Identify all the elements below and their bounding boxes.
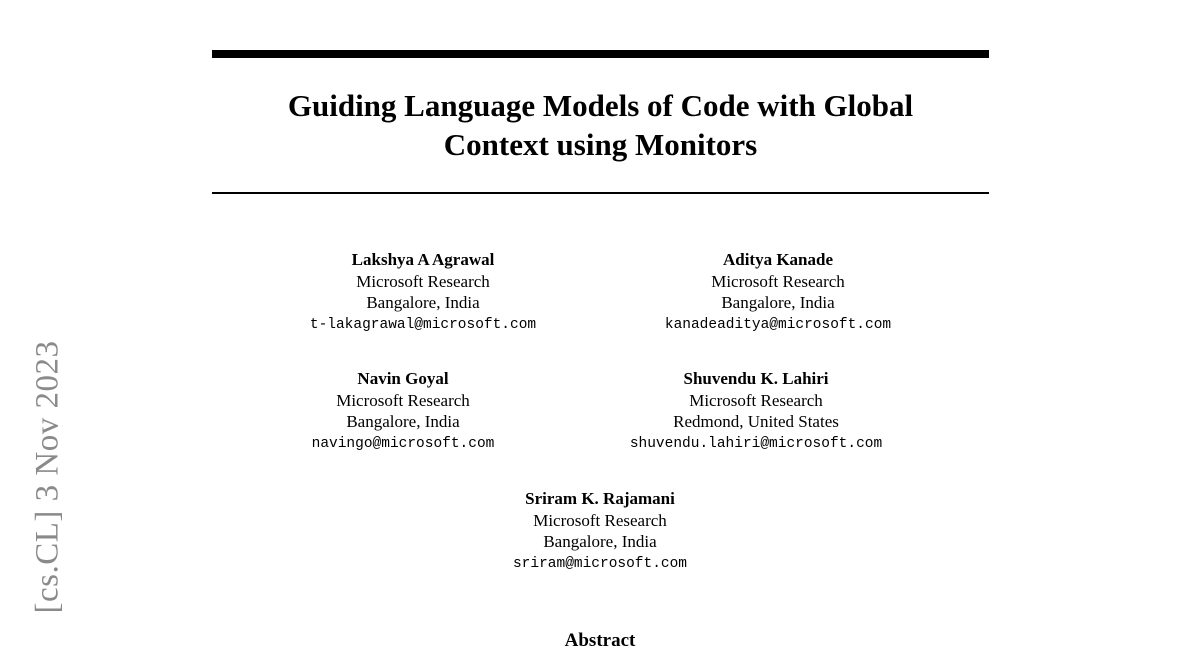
author-affiliation: Microsoft Research bbox=[689, 390, 823, 410]
arxiv-stamp: [cs.CL] 3 Nov 2023 bbox=[29, 340, 66, 614]
paper-title-line-1: Guiding Language Models of Code with Global bbox=[287, 88, 914, 123]
author-affiliation: Microsoft Research bbox=[356, 271, 490, 291]
author-affiliation: Microsoft Research bbox=[336, 390, 470, 410]
author-affiliation: Microsoft Research bbox=[533, 510, 667, 530]
author-name: Sriram K. Rajamani bbox=[525, 489, 675, 508]
author-email: sriram@microsoft.com bbox=[512, 555, 688, 572]
author-location: Bangalore, India bbox=[721, 293, 835, 312]
author-block bbox=[440, 488, 760, 576]
paper-title bbox=[212, 86, 989, 164]
author-email: shuvendu.lahiri@microsoft.com bbox=[629, 435, 883, 452]
title-top-rule bbox=[212, 50, 989, 58]
author-email: kanadeaditya@microsoft.com bbox=[664, 316, 892, 333]
author-email: navingo@microsoft.com bbox=[311, 435, 495, 452]
arxiv-sidebar bbox=[28, 316, 68, 638]
author-name: Navin Goyal bbox=[357, 369, 449, 388]
abstract-heading: Abstract bbox=[564, 630, 636, 651]
author-block bbox=[263, 249, 583, 337]
author-email: t-lakagrawal@microsoft.com bbox=[309, 316, 537, 333]
author-block bbox=[243, 368, 563, 456]
paper-title-line-2: Context using Monitors bbox=[443, 127, 758, 162]
author-block bbox=[596, 368, 916, 456]
author-name: Aditya Kanade bbox=[722, 250, 834, 269]
author-location: Bangalore, India bbox=[366, 293, 480, 312]
author-location: Redmond, United States bbox=[673, 412, 839, 431]
author-name: Shuvendu K. Lahiri bbox=[683, 369, 829, 388]
author-affiliation: Microsoft Research bbox=[711, 271, 845, 291]
author-name: Lakshya A Agrawal bbox=[351, 250, 495, 269]
author-location: Bangalore, India bbox=[543, 532, 657, 551]
title-bottom-rule bbox=[212, 192, 989, 194]
author-block bbox=[618, 249, 938, 337]
author-location: Bangalore, India bbox=[346, 412, 460, 431]
